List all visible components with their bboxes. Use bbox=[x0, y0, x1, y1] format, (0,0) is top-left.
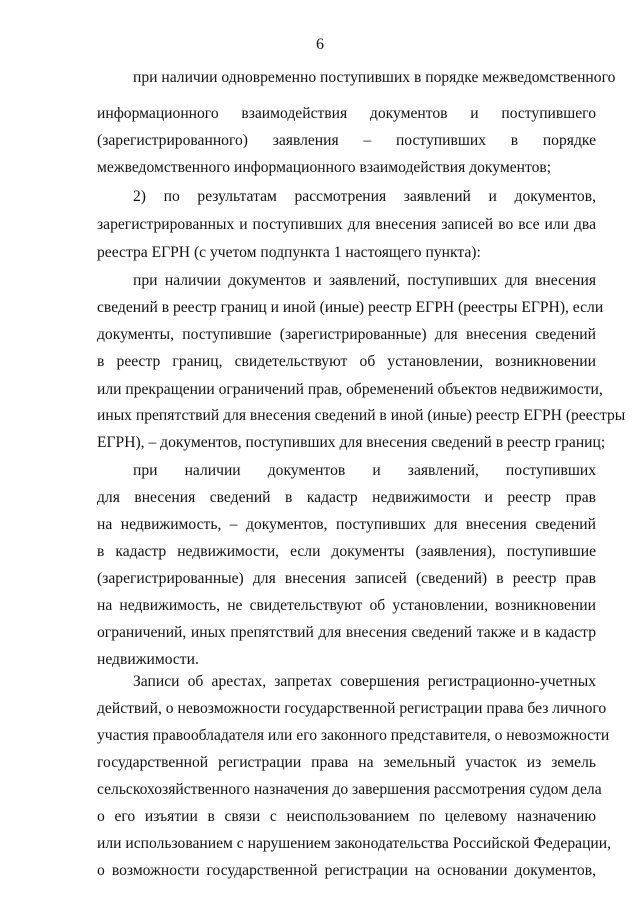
page-number: 6 bbox=[316, 36, 324, 53]
text-line: для внесения сведений в кадастр недвижимости и реестр прав bbox=[97, 489, 596, 506]
text-line: зарегистрированных и поступивших для внесения записей во все или два bbox=[97, 216, 596, 233]
text-line: участия правообладателя или его законного представителя, о невозможности bbox=[97, 727, 610, 744]
text-line: 2) по результатам рассмотрения заявлений и документов, bbox=[133, 188, 596, 205]
text-line: или использованием с нарушением законодательства Российской Федерации, bbox=[97, 835, 612, 852]
text-line: государственной регистрации права на земельный участок из земель bbox=[97, 754, 596, 771]
text-line: ограничений, иных препятствий для внесения сведений также и в кадастр bbox=[97, 624, 596, 641]
text-line: при наличии одновременно поступивших в порядке межведомственного bbox=[133, 69, 616, 86]
text-line: в реестр границ, свидетельствуют об установлении, возникновении bbox=[97, 353, 596, 370]
text-line: реестра ЕГРН (с учетом подпункта 1 настоящего пункта): bbox=[97, 244, 481, 261]
text-line: межведомственного информационного взаимодействия документов; bbox=[97, 159, 552, 176]
text-line: (зарегистрированного) заявления – поступивших в порядке bbox=[97, 132, 596, 149]
text-line: документы, поступившие (зарегистрированные) для внесения сведений bbox=[97, 326, 596, 343]
text-line: недвижимости. bbox=[97, 651, 199, 668]
text-line: в кадастр недвижимости, если документы (заявления), поступившие bbox=[97, 543, 596, 560]
text-line: при наличии документов и заявлений, поступивших для внесения bbox=[133, 272, 596, 289]
text-line: информационного взаимодействия документов и поступившего bbox=[97, 105, 596, 122]
text-line: о его изъятии в связи с неиспользованием по целевому назначению bbox=[97, 808, 596, 825]
text-line: сведений в реестр границ и иной (иные) реестр ЕГРН (реестры ЕГРН), если bbox=[97, 299, 604, 316]
text-line: на недвижимость, не свидетельствуют об установлении, возникновении bbox=[97, 597, 596, 614]
text-line: при наличии документов и заявлений, поступивших bbox=[133, 462, 596, 479]
text-line: (зарегистрированные) для внесения записей (сведений) в реестр прав bbox=[97, 570, 596, 587]
text-line: действий, о невозможности государственной регистрации права без личного bbox=[97, 700, 607, 717]
text-line: ЕГРН), – документов, поступивших для внесения сведений в реестр границ; bbox=[97, 434, 606, 451]
text-line: иных препятствий для внесения сведений в иной (иные) реестр ЕГРН (реестры bbox=[97, 407, 626, 424]
text-line: Записи об арестах, запретах совершения регистрационно-учетных bbox=[133, 673, 596, 690]
text-line: сельскохозяйственного назначения до завершения рассмотрения судом дела bbox=[97, 781, 602, 798]
text-line: о возможности государственной регистрации на основании документов, bbox=[97, 862, 596, 879]
text-line: или прекращении ограничений прав, обременений объектов недвижимости, bbox=[97, 381, 603, 398]
text-line: на недвижимость, – документов, поступивших для внесения сведений bbox=[97, 516, 596, 533]
